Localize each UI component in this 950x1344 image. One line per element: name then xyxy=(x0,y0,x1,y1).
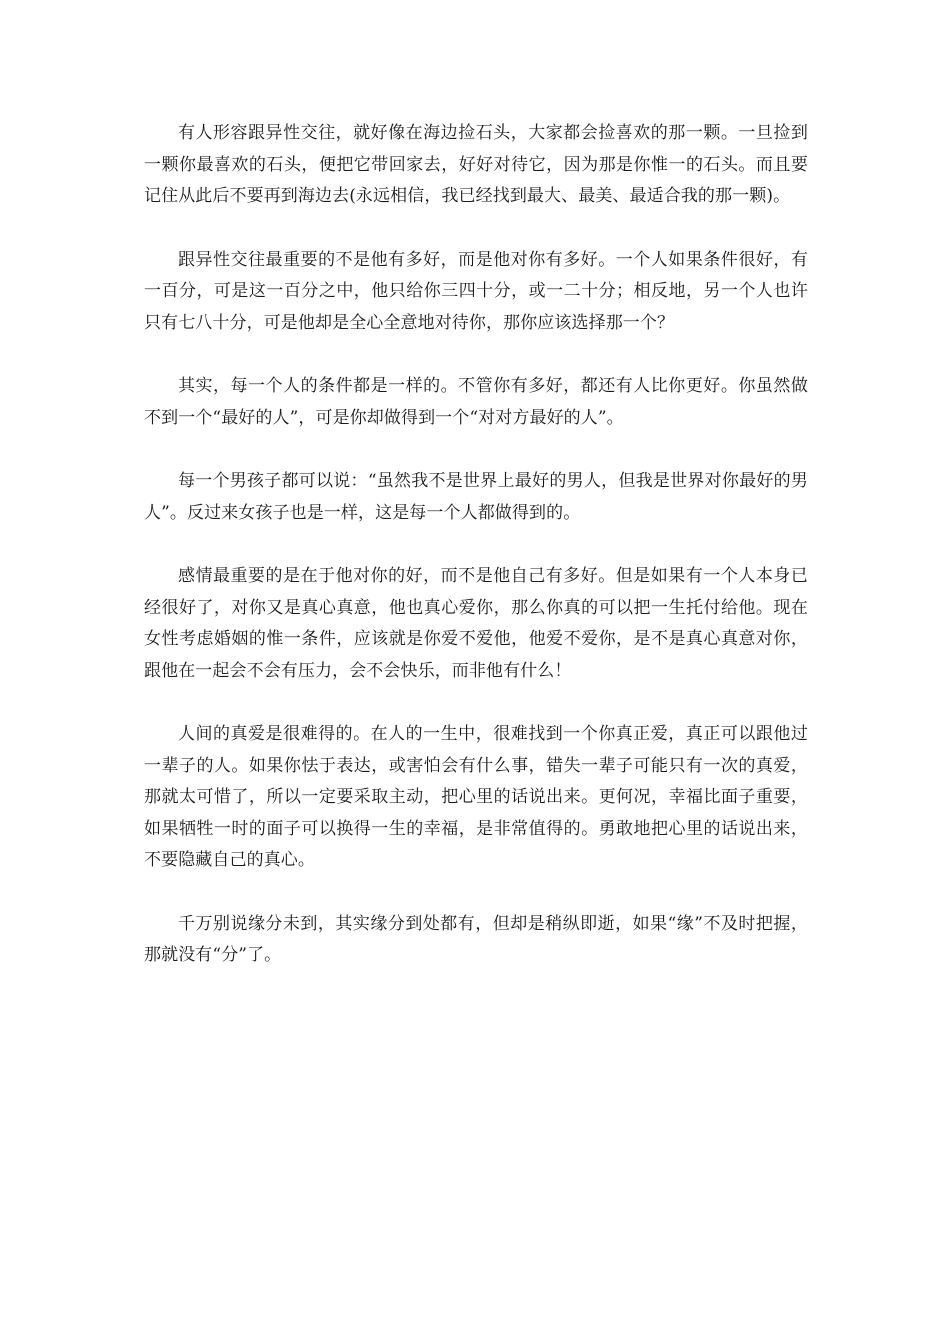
paragraph-1: 有人形容跟异性交往，就好像在海边捡石头，大家都会捡喜欢的那一颗。一旦捡到一颗你最喜欢的石头，便把它带回家去，好好对待它，因为那是你惟一的石头。而且要记住从此后不要再到海边去(永远相信，我已经找到最大、最美、最适合我的那一颗)。 xyxy=(144,123,808,206)
document-body xyxy=(144,118,808,1004)
paragraph-2: 跟异性交往最重要的不是他有多好，而是他对你有多好。一个人如果条件很好，有一百分，可是这一百分之中，他只给你三四十分，或一二十分；相反地，另一个人也许只有七八十分，可是他却是全心全意地对待你，那你应该选择那一个？ xyxy=(144,249,808,333)
paragraph-6: 人间的真爱是很难得的。在人的一生中，很难找到一个你真正爱，真正可以跟他过一辈子的人。如果你怯于表达，或害怕会有什么事，错失一辈子可能只有一次的真爱，那就太可惜了，所以一定要采取主动，把心里的话说出来。更何况，幸福比面子重要，如果牺牲一时的面子可以换得一生的幸福，是非常值得的。勇敢地把心里的话说出来，不要隐藏自己的真心。 xyxy=(144,724,808,870)
paragraph-3: 其实，每一个人的条件都是一样的。不管你有多好，都还有人比你更好。你虽然做不到一个“最好的人”，可是你却做得到一个“对对方最好的人”。 xyxy=(144,376,808,428)
paragraph-5: 感情最重要的是在于他对你的好，而不是他自己有多好。但是如果有一个人本身已经很好了，对你又是真心真意，他也真心爱你，那么你真的可以把一生托付给他。现在女性考虑婚姻的惟一条件，应该就是你爱不爱他，他爱不爱你，是不是真心真意对你，跟他在一起会不会有压力，会不会快乐，而非他有什么！ xyxy=(144,566,808,681)
paragraph-4: 每一个男孩子都可以说：“虽然我不是世界上最好的男人，但我是世界对你最好的男人”。反过来女孩子也是一样，这是每一个人都做得到的。 xyxy=(144,471,808,523)
paragraph-7: 千万别说缘分未到，其实缘分到处都有，但却是稍纵即逝，如果“缘”不及时把握，那就没有“分”了。 xyxy=(144,913,808,965)
